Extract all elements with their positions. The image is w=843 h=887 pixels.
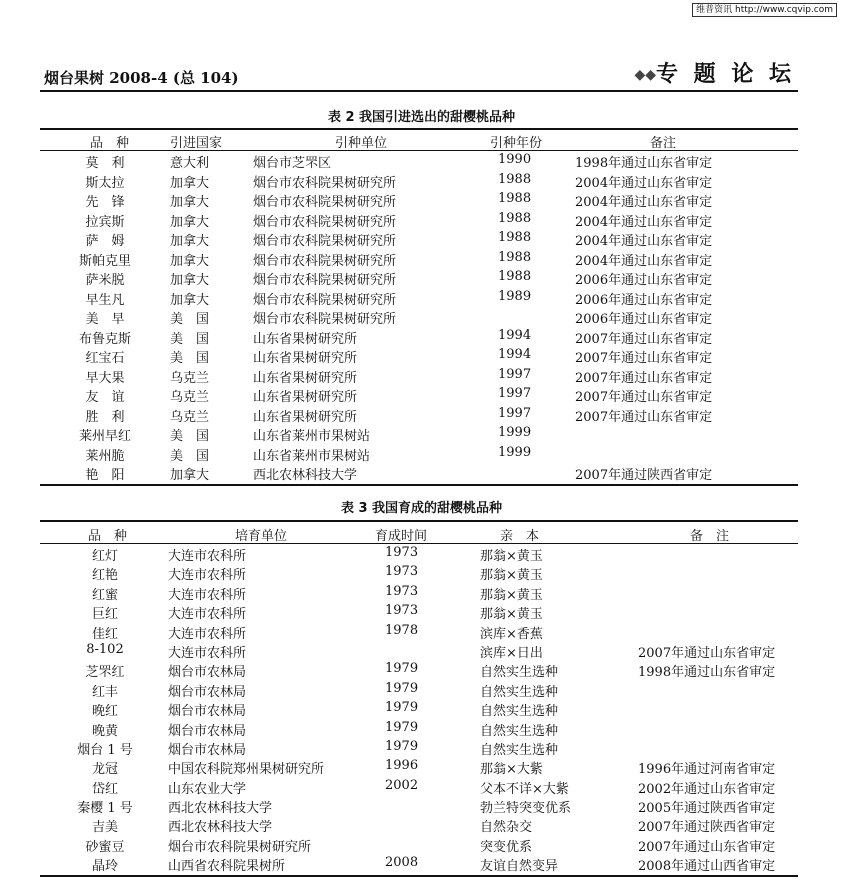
table2-header [40,131,798,149]
introducing-unit: 山东省果树研究所 [253,351,358,366]
table-row [40,306,798,326]
breeding-unit: 山西省农科院果树所 [168,859,286,875]
table2-header-name: 品 种 [90,136,130,151]
introduction-year: 1997 [498,386,532,401]
parentage: 自然杂交 [480,820,533,836]
import-country: 美 国 [170,351,210,366]
breeding-year: 1979 [385,738,419,754]
remark: 2004年通过山东省审定 [575,214,713,230]
variety-name: 红蜜 [91,587,118,603]
table-row [40,582,798,601]
variety-name: 莫 利 [85,156,125,171]
introduction-year: 1999 [498,444,532,460]
parentage: 父本不详×大紫 [480,781,569,797]
import-country: 加拿大 [170,234,210,249]
introduction-year: 1988 [498,210,532,226]
table2-top-rule [40,128,798,130]
remark: 2004年通过山东省审定 [575,175,713,191]
remark: 2007年通过山东省审定 [638,839,776,855]
variety-name: 布鲁克斯 [78,331,131,347]
table3-header-year: 育成时间 [375,529,428,544]
parentage: 自然实生选种 [480,704,559,720]
breeding-unit: 山东农业大学 [168,781,247,797]
table-row [40,795,798,817]
introduction-year: 1994 [498,327,532,343]
variety-name: 晶玲 [91,859,118,875]
breeding-unit: 大连市农科所 [168,587,247,603]
introduction-year: 1988 [498,230,532,245]
variety-name: 8-102 [86,641,124,657]
variety-name: 莱州早红 [78,429,131,444]
remark: 2005年通过陕西省审定 [638,801,776,817]
table-row [40,621,798,640]
breeding-unit: 烟台市农林局 [168,684,247,700]
table2-body [40,150,798,482]
variety-name: 烟台 1 号 [77,742,133,758]
variety-name: 红艳 [91,568,118,584]
remark: 2004年通过山东省审定 [575,234,713,249]
variety-name: 萨米脱 [85,273,125,288]
table-row [40,543,798,562]
introduction-year: 1999 [498,425,532,440]
variety-name: 先 锋 [85,195,125,210]
table3-bottom-rule [40,875,798,877]
remark: 1996年通过河南省审定 [638,762,776,778]
table2-caption: 表 2 我国引进选出的甜樱桃品种 [327,110,516,125]
parentage: 自然实生选种 [480,665,559,681]
breeding-year: 1979 [385,680,419,696]
table3-header-parent: 亲 本 [500,529,540,544]
variety-name: 早大果 [85,370,125,386]
breeding-year: 1979 [385,700,419,716]
parentage: 那翁×黄玉 [480,587,543,603]
table3-header [40,524,798,542]
breeding-unit: 大连市农科所 [168,607,247,623]
breeding-year: 1979 [385,719,419,735]
parentage: 突变优系 [480,839,533,855]
table2-bottom-rule [40,484,798,486]
parentage: 那翁×黄玉 [480,549,543,564]
breeding-year: 2002 [385,777,419,793]
variety-name: 友 谊 [85,390,125,405]
breeding-unit: 西北农林科技大学 [168,801,273,817]
import-country: 加拿大 [170,273,210,288]
introduction-year: 1994 [498,347,532,362]
variety-name: 晚红 [91,704,118,720]
variety-name: 斯太拉 [85,175,125,191]
introducing-unit: 山东省果树研究所 [253,331,358,347]
remark: 2008年通过山西省审定 [638,859,776,875]
parentage: 自然实生选种 [480,684,559,700]
introducing-unit: 西北农林科技大学 [253,468,358,483]
variety-name: 拉宾斯 [85,214,125,230]
variety-name: 早生凡 [85,292,125,308]
table-row [40,209,798,229]
breeding-unit: 大连市农科所 [168,645,247,661]
breeding-unit: 烟台市农林局 [168,704,247,720]
remark: 2007年通过山东省审定 [638,645,776,661]
parentage: 那翁×黄玉 [480,607,543,623]
variety-name: 美 早 [85,312,125,327]
variety-name: 斯帕克里 [78,253,131,269]
parentage: 滨库×香蕉 [480,626,543,642]
variety-name: 吉美 [91,820,118,836]
introduction-year: 1988 [498,269,532,284]
introduction-year: 1988 [498,249,532,265]
table-row [40,228,798,248]
introducing-unit: 烟台市农科院果树研究所 [253,234,397,249]
table2-header-year: 引种年份 [490,136,543,151]
breeding-unit: 烟台市农科院果树研究所 [168,839,312,855]
remark: 1998年通过山东省审定 [638,665,776,681]
variety-name: 莱州脆 [85,448,125,464]
table-row [40,562,798,584]
import-country: 美 国 [170,331,210,347]
import-country: 意大利 [170,156,210,171]
variety-name: 晚黄 [91,723,118,739]
import-country: 加拿大 [170,253,210,269]
breeding-unit: 大连市农科所 [168,549,247,564]
introducing-unit: 烟台市农科院果树研究所 [253,195,397,210]
import-country: 加拿大 [170,292,210,308]
remark: 2007年通过陕西省审定 [638,820,776,836]
introducing-unit: 烟台市农科院果树研究所 [253,214,397,230]
variety-name: 龙冠 [91,762,118,778]
breeding-unit: 西北农林科技大学 [168,820,273,836]
variety-name: 芝罘红 [85,665,125,681]
breeding-unit: 中国农科院郑州果树研究所 [168,762,325,778]
table-row [40,834,798,853]
table-row [40,150,798,170]
breeding-unit: 大连市农科所 [168,626,247,642]
import-country: 乌克兰 [170,409,210,425]
variety-name: 岱红 [91,781,118,797]
variety-name: 秦樱 1 号 [77,801,133,817]
remark: 2007年通过山东省审定 [575,351,713,366]
variety-name: 艳 阳 [85,468,125,483]
table-row [40,853,798,875]
remark: 2006年通过山东省审定 [575,292,713,308]
remark: 2007年通过陕西省审定 [575,468,713,483]
table-row [40,640,798,659]
breeding-unit: 烟台市农林局 [168,665,247,681]
remark: 2004年通过山东省审定 [575,253,713,269]
parentage: 自然实生选种 [480,742,559,758]
table-row [40,679,798,698]
remark: 2007年通过山东省审定 [575,390,713,405]
table-row [40,443,798,463]
table-row [40,814,798,836]
table-row [40,170,798,190]
remark: 2006年通过山东省审定 [575,312,713,327]
table-row [40,345,798,365]
table3-top-rule [40,520,798,522]
import-country: 美 国 [170,312,210,327]
parentage: 滨库×日出 [480,645,543,661]
table-row [40,423,798,443]
import-country: 美 国 [170,448,210,464]
import-country: 加拿大 [170,468,210,483]
table-row [40,384,798,404]
variety-name: 红灯 [91,549,118,564]
parentage: 那翁×大紫 [480,762,543,778]
variety-name: 萨 姆 [85,234,125,249]
introducing-unit: 山东省果树研究所 [253,390,358,405]
introduction-year: 1988 [498,171,532,187]
parentage: 友谊自然变异 [480,859,559,875]
remark: 2006年通过山东省审定 [575,273,713,288]
table2-header-note: 备注 [650,136,677,151]
table-row [40,326,798,346]
import-country: 加拿大 [170,175,210,191]
import-country: 乌克兰 [170,390,210,405]
table-row [40,287,798,307]
introducing-unit: 烟台市农科院果树研究所 [253,312,397,327]
table3-header-note: 备 注 [690,529,730,544]
table-row [40,365,798,385]
variety-name: 砂蜜豆 [85,839,125,855]
journal-header: 烟台果树 2008-4 (总 104) [44,69,239,87]
table-row [40,189,798,209]
introducing-unit: 山东省莱州市果树站 [253,448,371,464]
table2-header-country: 引进国家 [170,136,223,151]
table-row [40,756,798,778]
remark: 2004年通过山东省审定 [575,195,713,210]
breeding-unit: 大连市农科所 [168,568,247,584]
table-row [40,698,798,720]
introduction-year: 1988 [498,191,532,206]
introducing-unit: 烟台市农科院果树研究所 [253,292,397,308]
variety-name: 巨红 [91,607,118,623]
table-row [40,659,798,681]
breeding-year: 1996 [385,758,419,774]
introducing-unit: 山东省果树研究所 [253,409,358,425]
breeding-unit: 烟台市农林局 [168,742,247,758]
remark: 2007年通过山东省审定 [575,409,713,425]
variety-name: 红宝石 [85,351,125,366]
table-row [40,718,798,737]
table-row [40,267,798,287]
table3-body [40,543,798,873]
remark: 2002年通过山东省审定 [638,781,776,797]
breeding-year: 1973 [385,545,419,560]
introducing-unit: 山东省果树研究所 [253,370,358,386]
introduction-year: 1997 [498,405,532,421]
table-row [40,737,798,756]
table-row [40,248,798,268]
header-rule [40,90,798,92]
remark: 2007年通过山东省审定 [575,331,713,347]
breeding-year: 1973 [385,603,419,619]
introduction-year: 1989 [498,288,532,304]
table-row [40,601,798,623]
breeding-year: 1973 [385,583,419,599]
table3-header-name: 品 种 [88,529,128,544]
introducing-unit: 烟台市农科院果树研究所 [253,253,397,269]
import-country: 乌克兰 [170,370,210,386]
breeding-year: 1973 [385,564,419,580]
introducing-unit: 烟台市农科院果树研究所 [253,175,397,191]
breeding-year: 2008 [385,855,419,871]
parentage: 自然实生选种 [480,723,559,739]
introducing-unit: 烟台市芝罘区 [253,156,332,171]
breeding-year: 1979 [385,661,419,677]
introduction-year: 1990 [498,152,532,167]
parentage: 勃兰特突变优系 [480,801,572,817]
variety-name: 佳红 [91,626,118,642]
table-row [40,776,798,795]
table-row [40,462,798,482]
table-row [40,404,798,424]
import-country: 加拿大 [170,214,210,230]
table3-header-unit: 培育单位 [235,529,288,544]
introducing-unit: 烟台市农科院果树研究所 [253,273,397,288]
table3-caption: 表 3 我国育成的甜樱桃品种 [340,501,503,516]
import-country: 加拿大 [170,195,210,210]
introducing-unit: 山东省莱州市果树站 [253,429,371,444]
introduction-year: 1997 [498,366,532,382]
breeding-year: 1978 [385,622,419,638]
breeding-unit: 烟台市农林局 [168,723,247,739]
remark: 1998年通过山东省审定 [575,156,713,171]
import-country: 美 国 [170,429,210,444]
parentage: 那翁×黄玉 [480,568,543,584]
section-title [634,57,795,88]
watermark: 维普资讯 http://www.cqvip.com [692,3,837,17]
section-title-text: 专 题 论 坛 [656,61,795,87]
variety-name: 胜 利 [85,409,125,425]
decoration-icon: ◆◆ [634,67,657,83]
remark: 2007年通过山东省审定 [575,370,713,386]
table2-header-unit: 引种单位 [335,136,388,151]
variety-name: 红丰 [91,684,118,700]
